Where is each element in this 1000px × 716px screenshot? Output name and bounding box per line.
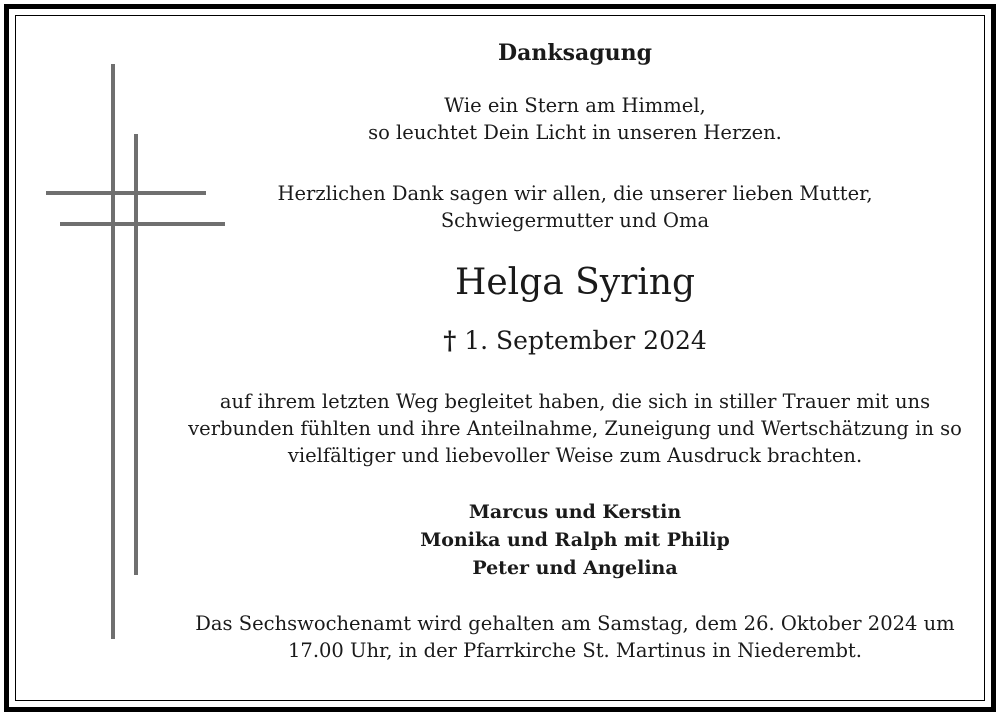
thanks-body-line: verbunden fühlten und ihre Anteilnahme, Zuneigung und Wertschätzung in so (188, 417, 962, 440)
death-date-line (160, 326, 990, 355)
family-member: Monika und Ralph mit Philip (420, 529, 730, 551)
service-notice-line: Das Sechswochenamt wird gehalten am Samstag, dem 26. Oktober 2024 um (195, 612, 955, 635)
dagger-icon: † (443, 326, 457, 355)
thanks-body-line: vielfältiger und liebevoller Weise zum Ausdruck brachten. (287, 444, 863, 467)
family-member: Peter und Angelina (472, 557, 678, 579)
service-notice-line: 17.00 Uhr, in der Pfarrkirche St. Martinus in Niederembt. (288, 639, 862, 662)
family-signature (160, 498, 990, 582)
thanks-body (160, 388, 990, 469)
thanks-intro-line: Herzlichen Dank sagen wir allen, die unserer lieben Mutter, (277, 182, 873, 205)
quote-line: Wie ein Stern am Himmel, (444, 94, 706, 117)
cross-vertical-left (111, 64, 115, 639)
deceased-name: Helga Syring (454, 262, 696, 303)
thanks-intro (160, 180, 990, 234)
quote-line: so leuchtet Dein Licht in unseren Herzen. (368, 121, 782, 144)
heading: Danksagung (498, 40, 652, 66)
cross-vertical-right (134, 134, 138, 575)
thanks-intro-line: Schwiegermutter und Oma (440, 209, 710, 232)
family-member: Marcus und Kerstin (468, 501, 682, 523)
death-date: 1. September 2024 (464, 326, 707, 355)
thanks-body-line: auf ihrem letzten Weg begleitet haben, die sich in stiller Trauer mit uns (219, 390, 931, 413)
quote (160, 92, 990, 146)
service-notice (160, 610, 990, 664)
